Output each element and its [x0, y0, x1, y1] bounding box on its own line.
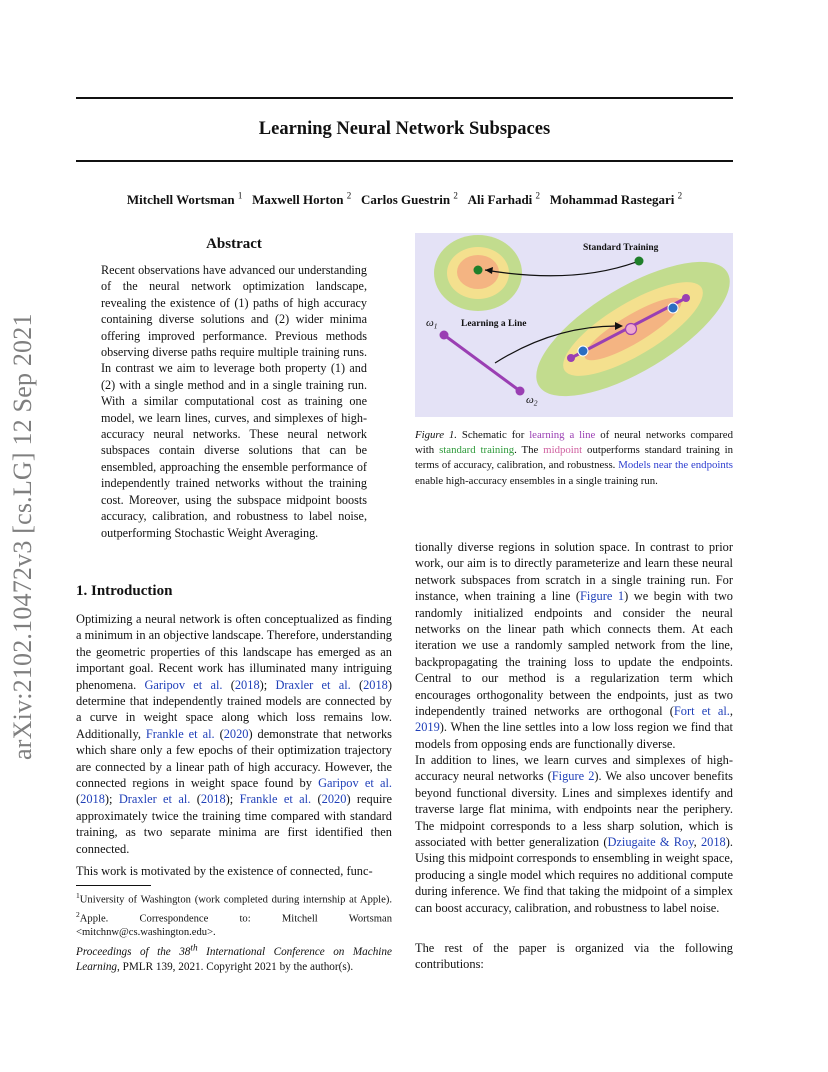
proceedings-pre: Proceedings of the 38: [76, 945, 191, 958]
introduction-paragraph-1: Optimizing a neural network is often conceptualized as finding a minimum in an objective landscape. Therefore, understanding the geometric properties of this landscape has emerged as an important goal. Recent work has illuminated many intriguing phenomena. Garipov et al. (2018); Draxler et al. (2018) determine that independently trained models are connected by a curve in weight space along which loss remains low. Additionally, Frankle et al. (2020) demonstrate that networks which share only a few epochs of their optimization trajectory are connected by a linear path of high accuracy. However, the connected regions in weight space found by Garipov et al. (2018); Draxler et al. (2018); Frankle et al. (2020) require approximately twice the training time compared with standard training, as two separate minima are first identified then connected.: [76, 612, 393, 856]
citation-link[interactable]: Garipov et al.: [144, 677, 223, 692]
citation-link[interactable]: 2019: [415, 720, 440, 735]
author-affiliation-marker: 2: [346, 191, 352, 201]
right-column-paragraph-1: tionally diverse regions in solution space. In contrast to prior work, our aim is to directly parameterize and learn these neural network subspaces from scratch in a single training run. For instance, when training a line (Figure 1) we begin with two randomly initialized endpoints and consider the neural networks on the linear path which connects them. At each iteration we use a randomly sampled network from the line, backpropagating the training loss to update the endpoints. Central to our method is a regularization term which encourages orthogonality between the endpoints, just as two independently trained networks are orthogonal (Fort et al., 2019). When the line settles into a low loss region we find that models from opposing ends are functionally diverse.: [415, 540, 733, 751]
citation-link[interactable]: Frankle et al.: [145, 726, 215, 741]
abstract-body: Recent observations have advanced our understanding of the neural network optimization landscape, revealing the existence of (1) paths of high accuracy containing diverse solutions and (2) wider minima offering improved performance. Previous methods observing diverse paths require multiple training runs. In contrast we aim to leverage both property (1) and (2) with a single method and in a single training run. With a similar computational cost as training one model, we learn lines, curves, and simplexes of high-accuracy neural networks. These neural network subspaces contain diverse solutions that can be ensembled, approaching the ensemble performance of independently trained networks without the training cost. Moreover, using the subspace midpoint boosts accuracy, calibration, and robustness to label noise, outperforming Stochastic Weight Averaging.: [101, 263, 367, 540]
title-rule-bottom: [76, 160, 733, 162]
citation-link[interactable]: 2018: [700, 835, 726, 850]
citation-link[interactable]: 2018: [234, 677, 260, 692]
omega-1-symbol: ω: [426, 317, 434, 329]
footnote-marker-1: 1: [76, 891, 80, 900]
introduction-heading: 1. Introduction: [76, 583, 173, 599]
title-rule-top: [76, 97, 733, 99]
near-endpoint-model-b: [668, 303, 678, 313]
figure-1-schematic: [415, 233, 733, 417]
citation-link[interactable]: Garipov et al.: [318, 776, 393, 791]
learned-endpoint-b: [682, 294, 690, 302]
author-name: Carlos Guestrin $^2$: [360, 191, 458, 208]
author-affiliation-marker: 2: [535, 191, 541, 201]
footnote-affiliation-2: Apple. Correspondence to: Mitchell Wortsman <mitchnw@cs.washington.edu>.: [76, 913, 392, 939]
proceedings-post: International Conference on Machine Learning: [76, 945, 392, 973]
citation-link[interactable]: Draxler et al.: [118, 792, 191, 807]
learning-line-label: Learning a Line: [461, 319, 527, 329]
paper-title: Learning Neural Network Subspaces: [258, 119, 551, 139]
citation-link[interactable]: Figure 2: [551, 769, 595, 784]
introduction-paragraph-2: This work is motivated by the existence of connected, func-: [76, 864, 373, 878]
footnote-marker-2: 2: [76, 909, 80, 919]
standard-training-start: [635, 257, 644, 266]
proceedings-note: [76, 941, 392, 975]
omega-1-subscript: 1: [433, 321, 438, 331]
near-endpoint-model-a: [578, 346, 588, 356]
author-name: Maxwell Horton $^2$: [252, 191, 352, 208]
omega-2-symbol: ω: [526, 394, 534, 406]
highlighted-term: standard training: [439, 444, 515, 457]
author-list: [76, 191, 733, 208]
citation-link[interactable]: Figure 1: [580, 589, 625, 604]
citation-link[interactable]: Draxler et al.: [275, 677, 351, 692]
proceedings-ordinal: th: [190, 943, 198, 953]
initial-endpoint-w2: [516, 387, 525, 396]
author-affiliation-marker: 2: [677, 191, 683, 201]
right-column-paragraph-3: The rest of the paper is organized via the following contributions:: [415, 941, 733, 972]
citation-link[interactable]: 2018: [80, 792, 105, 807]
footnote-affiliation-1: University of Washington (work completed during internship at Apple).: [79, 894, 392, 906]
author-affiliation-marker: 1: [237, 191, 243, 201]
figure-label: Figure 1.: [415, 429, 457, 441]
citation-link[interactable]: 2020: [223, 726, 249, 741]
author-name: Ali Farhadi $^2$: [467, 191, 541, 208]
citation-link[interactable]: Frankle et al.: [239, 792, 312, 807]
citation-link[interactable]: Dziugaite & Roy: [607, 835, 694, 850]
initial-endpoint-w1: [440, 331, 449, 340]
highlighted-term: Models near the endpoints: [618, 459, 733, 472]
standard-training-solution: [474, 266, 483, 275]
affiliation-footnote: [76, 889, 392, 941]
omega-2-subscript: 2: [533, 398, 538, 408]
citation-link[interactable]: Fort et al.: [673, 704, 730, 719]
footnote-rule: [76, 885, 151, 886]
right-column-paragraph-2: In addition to lines, we learn curves and simplexes of high-accuracy neural networks (Figure 2). We also uncover benefits beyond functional diversity. Lines and simplexes identify and traverse large flat minima, with endpoints near the periphery. The midpoint corresponds to a less sharp solution, which is associated with better generalization (Dziugaite & Roy, 2018). Using this midpoint corresponds to ensembling in weight space, producing a single model which requires no additional compute during inference. We find that taking the midpoint of a simplex can boost accuracy, calibration, and robustness to label noise.: [415, 753, 733, 915]
citation-link[interactable]: 2018: [363, 677, 388, 692]
midpoint-model: [626, 324, 637, 335]
figure-1-caption: Figure 1. Schematic for learning a line of neural networks compared with standard training. The midpoint outperforms standard training in terms of accuracy, calibration, and robustness. Models near the endpoints enable high-accuracy ensembles in a single training run.: [415, 429, 733, 487]
author-name: Mohammad Rastegari $^2$: [549, 191, 683, 208]
citation-link[interactable]: 2020: [321, 792, 347, 807]
abstract-heading: Abstract: [206, 236, 262, 252]
arxiv-stamp: arXiv:2102.10472v3 [cs.LG] 12 Sep 2021: [8, 313, 37, 760]
highlighted-term: midpoint: [543, 444, 583, 457]
learned-endpoint-a: [567, 354, 575, 362]
highlighted-term: learning a line: [529, 429, 596, 441]
citation-link[interactable]: 2018: [200, 792, 226, 807]
standard-training-label: Standard Training: [583, 243, 659, 253]
proceedings-copyright: , PMLR 139, 2021. Copyright 2021 by the author(s).: [117, 960, 354, 973]
author-name: Mitchell Wortsman $^1$: [126, 191, 243, 208]
author-affiliation-marker: 2: [453, 191, 458, 201]
